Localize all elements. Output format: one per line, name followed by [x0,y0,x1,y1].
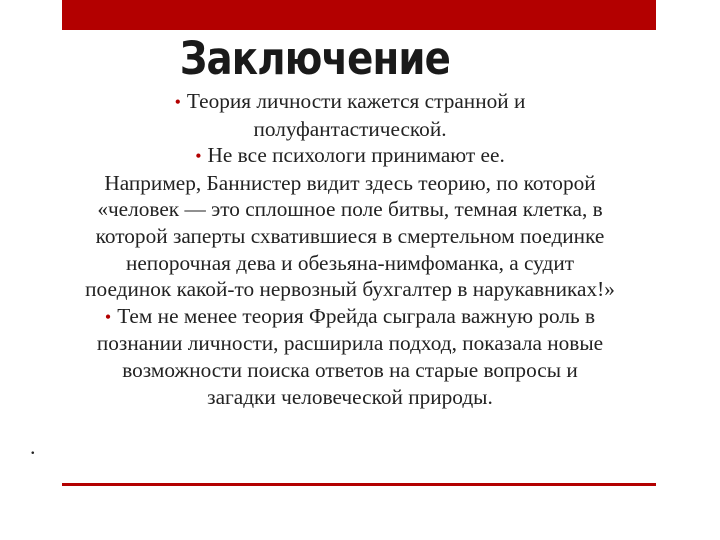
slide-body [20,88,680,410]
bullet-paragraph-3 [20,303,680,410]
bullet-icon: • [195,146,202,167]
stray-period: . [30,434,36,459]
bullet-1-line-1: Теория личности кажется странной и [186,89,526,113]
bullet-3-line-3: возможности поиска ответов на старые вопросы и [122,357,578,382]
bullet-2-line-5: непорочная дева и обезьяна-нимфоманка, а судит [125,250,575,275]
bullet-3-line-4: загадки человеческой природы. [207,384,493,409]
bullet-1-line-2: полуфантастической. [253,116,447,141]
bullet-3-line-1: Тем не менее теория Фрейда сыграла важную роль в [117,303,596,328]
bullet-icon: • [174,92,181,112]
bullet-paragraph-2 [20,142,680,303]
bottom-accent-line [62,483,656,486]
bullet-icon: • [104,306,112,327]
bullet-2-line-1: Не все психологи принимают ее. [207,143,505,168]
bullet-3-line-2: познании личности, расширила подход, показала новые [96,331,604,356]
bullet-2-line-2: Например, Баннистер видит здесь теорию, по которой [104,170,596,195]
slide-title: Заключение [179,32,451,85]
bullet-2-line-3: «человек — это сплошное поле битвы, темная клетка, в [97,197,603,222]
bullet-2-line-6: поединок какой-то нервозный бухгалтер в нарукавниках!» [85,277,615,302]
top-accent-bar [62,0,656,30]
bullet-paragraph-1 [20,88,680,142]
bullet-2-line-4: которой заперты схватившиеся в смертельном поединке [95,223,605,248]
